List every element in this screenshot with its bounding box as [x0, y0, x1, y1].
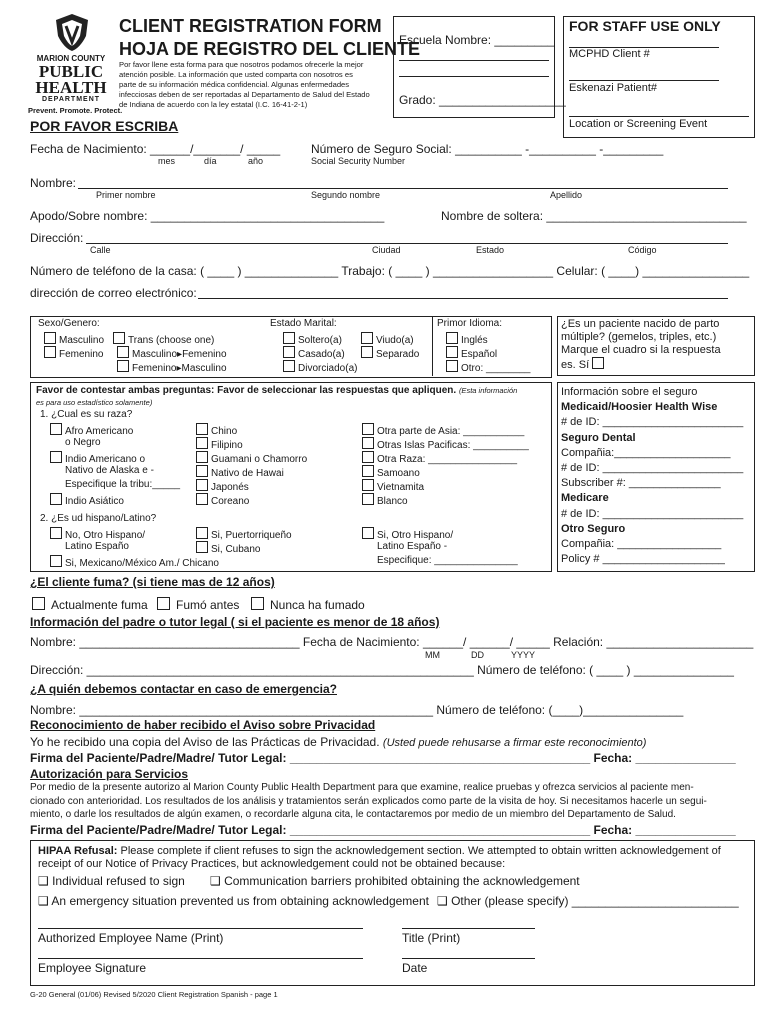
option-label: Femenino — [59, 349, 104, 360]
race-hawai[interactable] — [196, 465, 284, 479]
logo-line4: DEPARTMENT — [41, 96, 101, 103]
emergency-heading: ¿A quién debemos contactar en caso de emergencia? — [30, 682, 337, 696]
option-label: Casado(a) — [298, 349, 345, 360]
option-label: Otra parte de Asia: ___________ — [377, 426, 525, 437]
option-label: Masculino — [59, 335, 105, 346]
smoke-nunca[interactable] — [251, 597, 365, 612]
hipaa-option-emergency[interactable]: ❑ An emergency situation prevented us from obtaining acknowledgement — [38, 894, 429, 908]
checkbox[interactable] — [196, 493, 208, 505]
intro-line: de Indiana de acuerdo con la ley estatal (I.C. 16-41-2-1) — [119, 100, 308, 109]
race-asiatico[interactable] — [50, 493, 124, 507]
employee-signature-line[interactable] — [38, 958, 363, 959]
checkbox[interactable] — [362, 479, 374, 491]
insurance-title: Información sobre el seguro — [561, 386, 698, 398]
option-label: Femenino — [132, 363, 177, 374]
option-label: Inglés — [461, 335, 488, 346]
checkbox[interactable] — [283, 360, 295, 372]
parto-line: múltiple? (gemelos, triples, etc.) — [561, 331, 717, 343]
staff-line — [569, 116, 749, 117]
checkbox[interactable] — [196, 527, 208, 539]
other-company-field[interactable]: Compañia: _________________ — [561, 538, 722, 551]
checkbox[interactable] — [117, 360, 129, 372]
race-negro: o Negro — [65, 437, 101, 448]
guardian-yyyy: YYYY — [511, 650, 536, 660]
checkbox[interactable] — [196, 451, 208, 463]
logo-line2: PUBLIC — [38, 62, 104, 81]
intro-text — [119, 60, 370, 110]
option-label: No, Otro Hispano/ — [65, 530, 146, 541]
hipaa-option-refused[interactable]: ❑ Individual refused to sign — [38, 874, 185, 888]
logo — [28, 12, 123, 116]
dental-id-field[interactable]: # de ID: _______________________ — [561, 462, 744, 475]
title-en: CLIENT REGISTRATION FORM — [119, 16, 382, 36]
logo-tagline: Prevent. Promote. Protect. — [28, 106, 123, 115]
option-label: Blanco — [377, 496, 408, 507]
emergency-name-field[interactable]: Nombre: _____________________________________________________ Número de teléfono: (____)_______________ — [30, 703, 684, 717]
ssn-field[interactable]: Número de Seguro Social: __________ -__________ -_________ — [311, 142, 664, 156]
option-label: Si, Otro Hispano/ — [377, 530, 454, 541]
intro-line: atención posible. La información que usted comparta con nosotros es — [119, 70, 353, 79]
marital-separado[interactable] — [361, 346, 419, 360]
logo-line3: HEALTH — [35, 78, 107, 97]
intro-line: Por favor llene esta forma para que nosotros podamos ofrecerle la mejor — [119, 60, 364, 69]
race-afro[interactable] — [50, 423, 133, 437]
privacy-heading: Reconocimiento de haber recibido el Aviso sobre Privacidad — [30, 718, 376, 732]
maiden-name-field[interactable]: Nombre de soltera: ______________________________ — [441, 209, 747, 223]
race-samoano[interactable] — [362, 465, 420, 479]
race-pacificas[interactable] — [362, 437, 529, 451]
medicare-heading: Medicare — [561, 492, 609, 505]
checkbox[interactable] — [446, 332, 458, 344]
address-ciudad: Ciudad — [372, 245, 401, 255]
idioma-espanol[interactable] — [446, 346, 497, 360]
option-label: Masculino — [181, 363, 227, 374]
sexo-femenino[interactable] — [44, 346, 103, 360]
option-label: Divorciado(a) — [298, 363, 358, 374]
eskenazi-field[interactable]: Eskenazi Patient# — [569, 82, 658, 94]
option-label: Guamani o Chamorro — [211, 454, 308, 465]
hispanic-latino2: Latino Españo - — [377, 541, 448, 552]
race-q1: 1. ¿Cual es su raza? — [40, 409, 133, 420]
parto-si-label: es. Sí — [561, 359, 590, 371]
staff-title: FOR STAFF USE ONLY — [569, 18, 721, 34]
privacy-statement: Yo he recibido una copia del Aviso de las Prácticas de Privacidad. — [30, 735, 380, 749]
marital-viudo[interactable] — [361, 332, 414, 346]
checkbox[interactable] — [446, 360, 458, 372]
option-label: Indio Asiático — [65, 496, 124, 507]
email-label: dirección de correo electrónico: — [30, 286, 197, 300]
grade-field[interactable]: Grado: ___________________ — [399, 93, 566, 107]
option-label: Filipino — [211, 440, 243, 451]
medicaid-id-field[interactable]: # de ID: _______________________ — [561, 416, 744, 429]
option-label: Otras Islas Pacificas: __________ — [377, 440, 529, 451]
hispanic-si-otro[interactable] — [362, 527, 453, 541]
hispanic-cubano[interactable] — [196, 541, 260, 555]
checkbox[interactable] — [196, 437, 208, 449]
race-header-note2: es para uso estadístico solamente) — [36, 398, 153, 407]
option-label: Indio Americano o — [65, 454, 146, 465]
authorization-line: Por medio de la presente autorizo al Marion County Public Health Department para que examine, realice pruebas y ofrezca servicios al paciente men- — [30, 782, 694, 793]
footer-text: G-20 General (01/06) Revised 5/2020 Client Registration Spanish - page 1 — [30, 990, 278, 999]
checkbox[interactable] — [117, 346, 129, 358]
arrow-right-icon: ▸ — [177, 349, 183, 360]
race-nativo: Nativo de Alaska e - — [65, 465, 154, 476]
address-codigo: Código — [628, 245, 657, 255]
checkbox[interactable] — [50, 493, 62, 505]
marital-title: Estado Marital: — [270, 318, 337, 329]
guardian-heading: Información del padre o tutor legal ( si el paciente es menor de 18 años) — [30, 615, 440, 629]
privacy-text — [30, 735, 646, 749]
checkbox[interactable] — [362, 465, 374, 477]
idioma-ingles[interactable] — [446, 332, 488, 346]
title-line[interactable] — [402, 928, 535, 929]
logo-line1: MARION COUNTY — [36, 54, 106, 63]
option-label: Español — [461, 349, 498, 360]
option-label: Otra Raza: ________________ — [377, 454, 518, 465]
authorization-line: cionado con anterioridad. Los resultados de los análisis y tratamientos serán explicados como parte de la visita de hoy. Si necesitamos hacerle un segui- — [30, 795, 707, 807]
dob-dia: día — [204, 156, 217, 166]
race-coreano[interactable] — [196, 493, 249, 507]
location-field[interactable]: Location or Screening Event — [569, 118, 708, 130]
guardian-mm: MM — [425, 650, 440, 660]
checkbox[interactable] — [50, 555, 62, 567]
dob-ano: año — [248, 156, 264, 166]
parto-line: Marque el cuadro si la respuesta — [561, 344, 721, 356]
date-label: Date — [402, 961, 428, 975]
hispanic-mexicano[interactable] — [50, 555, 219, 569]
name-primer: Primer nombre — [96, 190, 156, 200]
checkbox[interactable] — [361, 332, 373, 344]
hipaa-text1: Please complete if client refuses to sign the acknowledgement section. We attempted to obtain written acknowledgement of — [117, 845, 721, 857]
title-es: HOJA DE REGISTRO DEL CLIENTE — [119, 39, 421, 59]
race-header-note: (Esta información — [458, 386, 518, 395]
option-label: Otro: ________ — [461, 363, 531, 374]
checkbox[interactable] — [196, 541, 208, 553]
parto-line: ¿Es un paciente nacido de parto — [561, 318, 720, 330]
checkbox[interactable] — [196, 465, 208, 477]
race-header-text: Favor de contestar ambas preguntas: Favor de seleccionar las respuestas que apliquen. — [36, 385, 457, 396]
checkbox[interactable] — [157, 597, 170, 610]
sexo-title: Sexo/Genero: — [38, 318, 100, 329]
guardian-dd: DD — [471, 650, 484, 660]
hispanic-no[interactable] — [50, 527, 145, 541]
address-calle: Calle — [90, 245, 111, 255]
hipaa-text2: receipt of our Notice of Privacy Practices, but acknowledgement could not be obtained because: — [38, 858, 506, 870]
checkbox[interactable] — [283, 332, 295, 344]
idioma-otro[interactable] — [446, 360, 531, 374]
medicaid-heading: Medicaid/Hoosier Health Wise — [561, 401, 718, 414]
checkbox[interactable] — [32, 597, 45, 610]
phones-field[interactable]: Número de teléfono de la casa: ( ____ ) ______________ Trabajo: ( ____ ) __________________ Celular: ( ____) ________________ — [30, 264, 750, 278]
option-label: Afro Americano — [65, 426, 134, 437]
race-especifique[interactable]: Especifique la tribu:_____ — [65, 479, 181, 490]
subscriber-field[interactable]: Subscriber #: _______________ — [561, 477, 721, 490]
name-segundo: Segundo nombre — [311, 190, 381, 200]
intro-line: parte de su información médica confidencial. Algunas enfermedades — [119, 80, 350, 89]
checkbox[interactable] — [283, 346, 295, 358]
race-otra[interactable] — [362, 451, 517, 465]
employee-name-line[interactable] — [38, 928, 363, 929]
policy-field[interactable]: Policy # ____________________ — [561, 553, 725, 566]
address-label: Dirección: — [30, 231, 84, 245]
checkbox[interactable] — [362, 423, 374, 435]
option-label: Samoano — [377, 468, 420, 479]
ssn-sub: Social Security Number — [311, 156, 406, 166]
option-label: Si, Mexicano/México Am./ Chicano — [65, 558, 219, 569]
hispanic-q2: 2. ¿Es ud hispano/Latino? — [40, 513, 157, 524]
medicare-id-field[interactable]: # de ID: _______________________ — [561, 507, 744, 520]
hipaa-line1 — [38, 845, 721, 857]
race-indio[interactable] — [50, 451, 145, 465]
checkbox[interactable] — [251, 597, 264, 610]
trans-fem-to-masc[interactable] — [117, 360, 227, 374]
option-label: Chino — [211, 426, 238, 437]
dob-field[interactable]: Fecha de Nacimiento: ______/_______/ _____ — [30, 142, 281, 156]
privacy-signature-field[interactable]: Firma del Paciente/Padre/Madre/ Tutor Legal: _____________________________________________ Fecha: _______________ — [30, 751, 736, 765]
smoke-question: ¿El cliente fuma? (si tiene mas de 12 años) — [30, 575, 275, 589]
checkbox[interactable] — [196, 423, 208, 435]
hispanic-latino: Latino Españo — [65, 541, 129, 552]
hipaa-title: HIPAA Refusal: — [38, 845, 118, 857]
option-label: Masculino — [132, 349, 178, 360]
race-chino[interactable] — [196, 423, 237, 437]
hipaa-option-barriers[interactable]: ❑ Communication barriers prohibited obtaining the acknowledgement — [210, 874, 580, 888]
checkbox[interactable] — [446, 346, 458, 358]
hispanic-puerto[interactable] — [196, 527, 292, 541]
sexo-trans[interactable] — [113, 332, 214, 346]
hipaa-option-other[interactable]: ❑ Other (please specify) _________________________ — [437, 894, 739, 908]
privacy-note: (Usted puede rehusarse a firmar este reconocimiento) — [382, 737, 647, 749]
checkbox[interactable] — [362, 493, 374, 505]
option-label: Femenino — [182, 349, 227, 360]
title-label: Title (Print) — [402, 931, 461, 945]
marital-divorciado[interactable] — [283, 360, 357, 374]
checkbox[interactable] — [50, 423, 62, 435]
nickname-field[interactable]: Apodo/Sobre nombre: ___________________________________ — [30, 209, 385, 223]
option-label: Nunca ha fumado — [270, 598, 365, 612]
school-line — [399, 60, 549, 61]
email-field[interactable] — [198, 298, 728, 299]
race-vietnamita[interactable] — [362, 479, 424, 493]
mcphd-client-field[interactable]: MCPHD Client # — [569, 48, 650, 60]
por-favor-heading: POR FAVOR ESCRIBA — [30, 118, 179, 134]
dental-company-field[interactable]: Compañia:___________________ — [561, 446, 731, 459]
shield-logo-icon — [52, 12, 92, 52]
checkbox[interactable] — [362, 527, 374, 539]
race-header — [36, 385, 517, 396]
option-label: Coreano — [211, 496, 250, 507]
checkbox[interactable] — [361, 346, 373, 358]
marital-soltero[interactable] — [283, 332, 342, 346]
race-guamani[interactable] — [196, 451, 307, 465]
option-label: Trans (choose one) — [128, 335, 215, 346]
idioma-title: Primor Idioma: — [437, 318, 503, 329]
race-asia[interactable] — [362, 423, 524, 437]
option-label: Si, Puertorriqueño — [211, 530, 292, 541]
checkbox[interactable] — [592, 357, 604, 369]
authorization-signature-field[interactable]: Firma del Paciente/Padre/Madre/ Tutor Legal: _____________________________________________ Fecha: _______________ — [30, 823, 736, 837]
arrow-right-icon: ▸ — [176, 363, 182, 374]
employee-signature-label: Employee Signature — [38, 961, 147, 975]
checkbox[interactable] — [44, 332, 56, 344]
employee-name-label: Authorized Employee Name (Print) — [38, 931, 224, 945]
authorization-heading: Autorización para Servicios — [30, 767, 189, 781]
race-filipino[interactable] — [196, 437, 243, 451]
multiple-birth-text — [561, 318, 721, 372]
hispanic-especifique[interactable]: Especifique: _______________ — [377, 555, 518, 566]
checkbox[interactable] — [44, 346, 56, 358]
race-japones[interactable] — [196, 479, 249, 493]
dental-heading: Seguro Dental — [561, 431, 636, 444]
option-label: Viudo(a) — [376, 335, 414, 346]
date-line[interactable] — [402, 958, 535, 959]
idioma-divider — [432, 316, 433, 376]
checkbox[interactable] — [362, 437, 374, 449]
checkbox[interactable] — [50, 451, 62, 463]
address-estado: Estado — [476, 245, 505, 255]
guardian-address-field[interactable]: Dirección: __________________________________________________________ Número de teléfono: ( ____ ) _______________ — [30, 663, 734, 677]
race-blanco[interactable] — [362, 493, 408, 507]
dob-mes: mes — [158, 156, 176, 166]
guardian-name-field[interactable]: Nombre: _________________________________ Fecha de Nacimiento: ______/ ______/ _____ Relación: ______________________ — [30, 635, 754, 649]
checkbox[interactable] — [196, 479, 208, 491]
option-label: Separado — [376, 349, 420, 360]
option-label: Nativo de Hawai — [211, 468, 284, 479]
option-label: Soltero(a) — [298, 335, 342, 346]
smoke-actual[interactable] — [32, 597, 148, 612]
name-field[interactable] — [78, 188, 728, 189]
option-label: Vietnamita — [377, 482, 425, 493]
option-label: Japonés — [211, 482, 249, 493]
parto-line — [561, 357, 721, 372]
insurance-content — [561, 385, 743, 567]
smoke-antes[interactable] — [157, 597, 239, 612]
school-name-field[interactable]: Escuela Nombre: _________ — [399, 33, 555, 47]
sexo-masculino[interactable] — [44, 332, 104, 346]
option-label: Si, Cubano — [211, 544, 261, 555]
name-label: Nombre: — [30, 176, 77, 190]
authorization-text — [30, 781, 707, 822]
authorization-line: miento, o darle los resultados de algún examen, o recordarle alguna cita, le contactaremos por medio de un miembro del Departamento de Salud. — [30, 809, 676, 820]
other-insurance-heading: Otro Seguro — [561, 522, 626, 535]
checkbox[interactable] — [362, 451, 374, 463]
intro-line: infecciosas deben de ser reportadas al Departamento de Salud del Estado — [119, 90, 370, 99]
option-label: Fumó antes — [176, 598, 240, 612]
trans-masc-to-fem[interactable] — [117, 346, 227, 360]
address-field[interactable] — [86, 243, 728, 244]
checkbox[interactable] — [50, 527, 62, 539]
option-label: Actualmente fuma — [51, 598, 148, 612]
name-apellido: Apellido — [550, 190, 583, 200]
school-line — [399, 76, 549, 77]
staff-line — [569, 80, 719, 81]
marital-casado[interactable] — [283, 346, 345, 360]
checkbox[interactable] — [113, 332, 125, 344]
